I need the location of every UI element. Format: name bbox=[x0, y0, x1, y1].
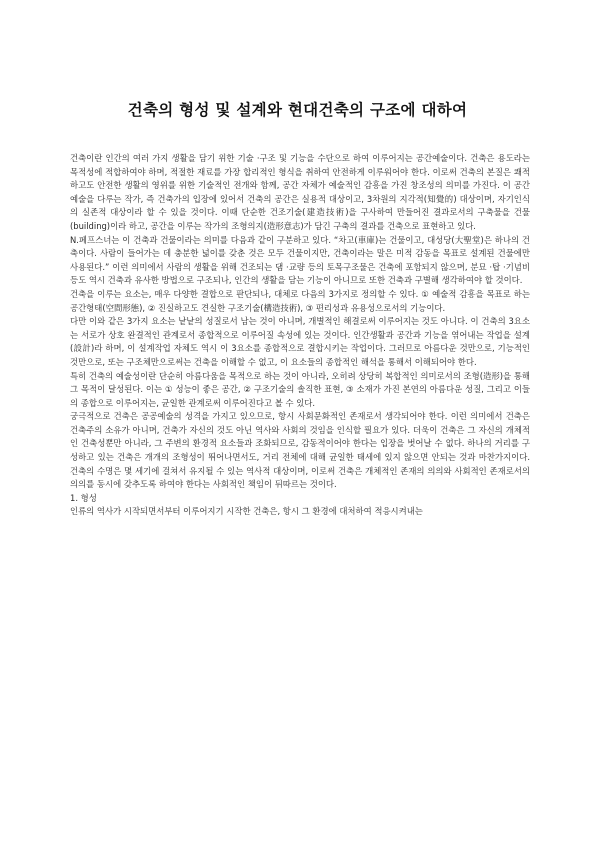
paragraph: 다만 이와 같은 3가지 요소는 낱낱의 성질로서 남는 것이 아니며, 개별적인 해결로써 이루어지는 것도 아니다. 이 건축의 3요소는 서로가 상호 완결적인 관계로서 종합적으로 이루어질 속성에 있는 것이다. 인간생활과 공간과 기능을 엮어내는 작업을 설계(設計)라 하며, 이 설계작업 자체도 역시 이 3요소를 종합적으로 결합시키는 작업이다. 그러므로 아름다운 것만으로, 기능적인 것만으로, 또는 구조체만으로써는 건축을 이해할 수 없고, 이 요소들의 종합적인 해석을 통해서 이해되어야 한다. bbox=[70, 316, 530, 367]
paragraph: N.페프스너는 이 건축과 건물이라는 의미를 다음과 같이 구분하고 있다. “차고(車庫)는 건물이고, 대성당(大聖堂)은 하나의 건축이다. 사람이 들어가는 데 충분한 넓이를 갖춘 것은 모두 건물이지만, 건축이라는 말은 미적 감동을 목표로 설계된 건물에만 사용된다.” 이런 의미에서 사람의 생활을 위해 건조되는 댐 ·교량 등의 토목구조물은 건축에 포함되지 않으며, 분묘 ·탑 ·기념비 등도 역시 건축과 유사한 방법으로 구조되나, 인간의 생활을 담는 기능이 아니므로 또한 건축과 구별해 생각하여야 할 것이다. bbox=[70, 234, 530, 286]
paragraph: 건축이란 인간의 여러 가지 생활을 담기 위한 기술 ·구조 및 기능을 수단으로 하여 이루어지는 공간예술이다. 건축은 용도라는 목적성에 적합하여야 하며, 적절한 재료를 가장 합리적인 형식을 취하여 안전하게 이루워어야 한다. 이로써 건축의 본질은 쾌적하고도 안전한 생활의 영위를 위한 기술적인 전개와 함께, 공간 자체가 예술적인 감흥을 가진 창조성의 의미를 가진다. 이 공간예술을 다루는 작가, 즉 건축가의 입장에 있어서 건축의 공간은 실용적 대상이고, 3차원의 지각적(知覺的) 대상이며, 자기인식의 실존적 대상이라 할 수 있을 것이다. 이때 단순한 건조기술(建造技術)을 구사하여 만들어진 결과로서의 구축물을 건물(building)이라 하고, 공간을 이루는 작가의 조형의지(造形意志)가 담긴 구축의 결과를 건축으로 표현하고 있다. bbox=[70, 153, 530, 231]
paragraph: 건축을 이루는 요소는, 매우 다양한 결합으로 판단되나, 대체로 다음의 3가지로 정의할 수 있다. ① 예술적 감흥을 목표로 하는 공간형태(空間形態), ② 진실하고도 견실한 구조기술(構造技術), ③ 편리성과 유용성으로서의 기능이다. bbox=[70, 288, 530, 313]
document-body bbox=[70, 152, 530, 519]
paragraph: 특히 건축의 예술성이란 단순히 아름다움을 목적으로 하는 것이 아니라, 오히려 상당히 복합적인 의미로서의 조형(造形)을 통해 그 목적이 달성된다. 이는 ① 성능이 좋은 공간, ② 구조기술의 솔직한 표현, ③ 소재가 가진 본연의 아름다운 성질, 그리고 이들의 종합으로 이루어지는, 균일한 관계로써 이루어진다고 볼 수 있다. bbox=[70, 370, 530, 408]
document-title: 건축의 형성 및 설계와 현대건축의 구조에 대하여 bbox=[127, 101, 468, 119]
paragraph: 궁극적으로 건축은 공공예술의 성격을 가지고 있으므로, 항시 사회문화적인 존재로서 생각되어야 한다. 이런 의미에서 건축은 건축주의 소유가 아니며, 건축가 자신의 것도 아닌 역사와 사회의 것임을 인식할 필요가 있다. 더욱이 건축은 그 자신의 개체적인 건축성뿐만 아니라, 그 주변의 환경적 요소들과 조화되므로, 감동적이어야 한다는 입장을 벗어날 수 없다. 하나의 거리를 구성하고 있는 건축은 개개의 조형성이 뛰어나면서도, 거리 전체에 대해 균일한 태세에 있지 않으면 안되는 것과 마찬가지이다. 건축의 수명은 몇 세기에 걸쳐서 유지될 수 있는 역사적 대상이며, 이로써 건축은 개체적인 존재의 의의와 사회적인 존재로서의 의의를 동시에 갖추도록 하여야 한다는 사회적인 책임이 뒤따르는 것이다. bbox=[70, 411, 530, 490]
paragraph: 인류의 역사가 시작되면서부터 이루어지기 시작한 건축은, 항시 그 환경에 대처하여 적응시켜내는 bbox=[70, 506, 423, 517]
section-heading: 1. 형성 bbox=[70, 492, 97, 503]
